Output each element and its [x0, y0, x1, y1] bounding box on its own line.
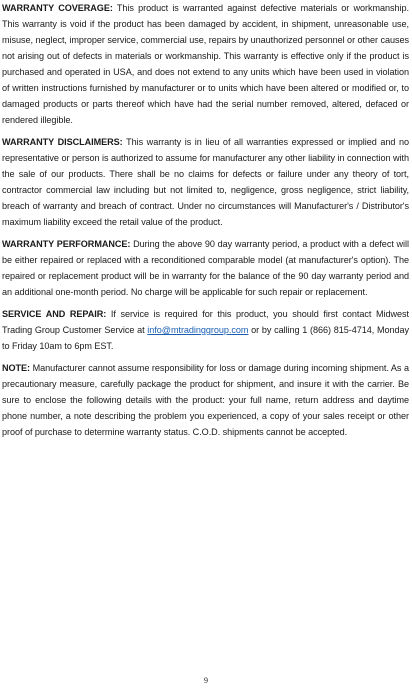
warranty-performance-text: During the above 90 day warranty period, a product with a defect will be either repaired or replaced with a reconditioned comparable model (at manufacturer's option). The repaired or replacement product will be in warranty for the balance of the 90 day warranty period and an additional one-month period. No charge will be applicable for such repair or replacement. [2, 239, 409, 297]
warranty-performance-heading: WARRANTY PERFORMANCE: [2, 239, 131, 249]
warranty-coverage-heading: WARRANTY COVERAGE: [2, 3, 113, 13]
warranty-coverage-text: This product is warranted against defective materials or workmanship. This warranty is void if the product has been damaged by accident, in shipment, unreasonable use, misuse, neglect, improper service, commercial use, repairs by unauthorized personnel or other causes not arising out of defects in materials or workmanship. This warranty is effective only if the product is purchased and operated in USA, and does not extend to any units which have been used in violation of written instructions furnished by manufacturer or to units which have been altered or modified or, to damaged products or parts thereof which have had the serial number removed, altered, defaced or rendered illegible. [2, 3, 410, 125]
service-and-repair-text-before: If service is required for this product, you should first contact Midwest Trading Group Customer Service at [2, 309, 409, 335]
warranty-disclaimers-heading: WARRANTY DISCLAIMERS: [2, 137, 123, 147]
warranty-disclaimers-text: This warranty is in lieu of all warranties expressed or implied and no representative or person is authorized to assume for manufacturer any other liability in connection with the sale of our products. There shall be no claims for defects or failure under any theory of tort, contractor commercial law including but not limited to, negligence, gross negligence, strict liability, breach of warranty and breach of contract. Under no circumstances will Manufacturer's / Distributor's maximum liability exceed the retail value of the product. [2, 137, 409, 227]
warranty-disclaimers-paragraph [2, 134, 409, 230]
page-number: 9 [204, 676, 208, 685]
service-and-repair-paragraph [2, 306, 409, 354]
document-page [2, 0, 409, 446]
note-text: Manufacturer cannot assume responsibility for loss or damage during incoming shipment. As a precautionary measure, carefully package the product for shipment, and insure it with the carrier. Be sure to enclose the following details with the product: your full name, return address and daytime phone number, a note describing the problem you experienced, a copy of your sales receipt or other proof of purchase to determine warranty status. C.O.D. shipments cannot be accepted. [2, 363, 409, 437]
service-and-repair-text-after: or by calling 1 (866) 815-4714, Monday to Friday 10am to 6pm EST. [2, 325, 409, 351]
service-and-repair-heading: SERVICE AND REPAIR: [2, 309, 107, 319]
warranty-coverage-paragraph [2, 0, 409, 128]
note-paragraph [2, 360, 409, 440]
warranty-performance-paragraph [2, 236, 409, 300]
note-heading: NOTE: [2, 363, 31, 373]
support-email-link[interactable]: info@mtradinggroup.com [147, 325, 249, 335]
